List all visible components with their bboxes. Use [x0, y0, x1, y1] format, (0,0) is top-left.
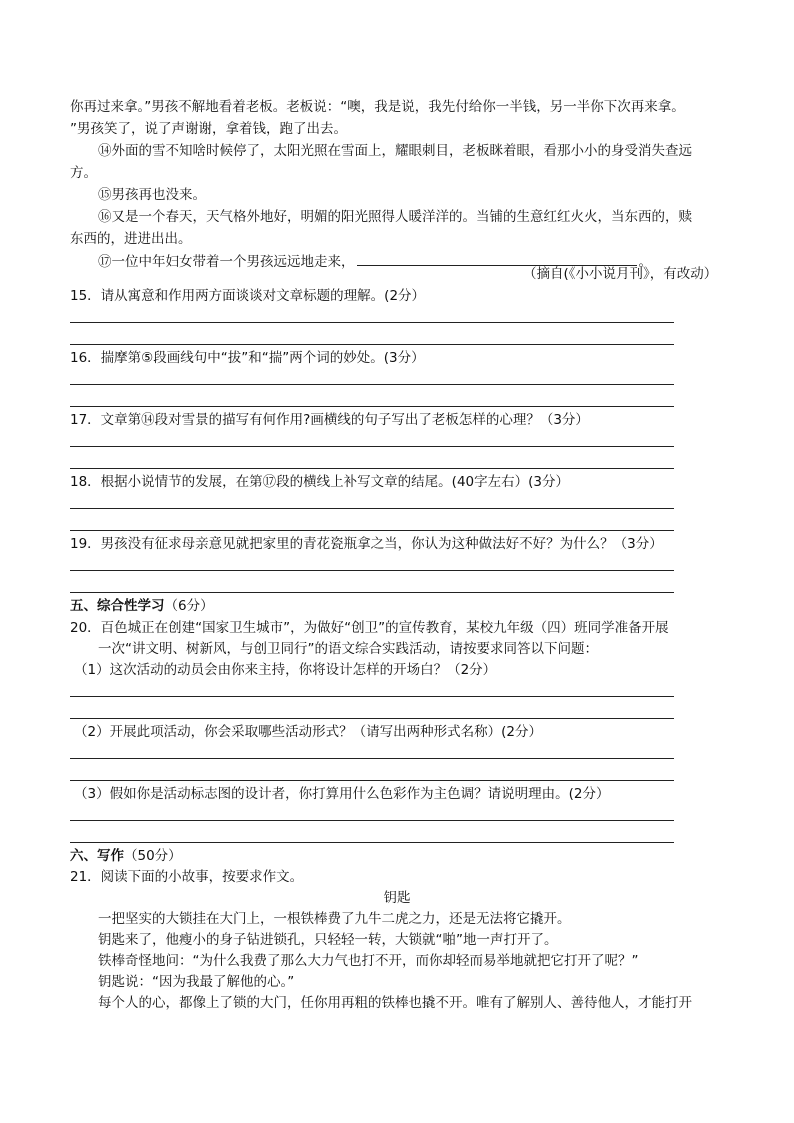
answer-line[interactable]	[70, 468, 674, 469]
story-line: 钥匙说：“因为我最了解他的心。”	[98, 974, 295, 990]
paragraph-17-text: ⑰一位中年妇女带着一个男孩远远地走来，	[98, 254, 355, 270]
section-5-heading	[70, 597, 214, 615]
story-paragraph-16-cont: 东西的，进进出出。	[70, 231, 192, 247]
story-title: 钥匙	[383, 890, 411, 906]
story-paragraph-15: ⑮男孩再也没来。	[98, 187, 206, 203]
answer-line[interactable]	[70, 780, 674, 781]
section-5-title: 五、综合性学习	[70, 598, 165, 614]
question-18: 18．根据小说情节的发展，在第⑰段的横线上补写文章的结尾。(40字左右）(3分）	[70, 474, 569, 490]
story-paragraph-14: ⑭外面的雪不知啥时候停了，太阳光照在雪面上，耀眼刺目，老板眯着眼，看那小小的身受消失查远	[98, 143, 692, 159]
question-16: 16．揣摩第⑤段画线句中“拔”和“揣”两个词的妙处。(3分）	[70, 350, 425, 366]
section-6-heading	[70, 847, 182, 865]
answer-line[interactable]	[70, 384, 674, 385]
paragraph-17-end: 。	[638, 254, 652, 270]
story-line: 每个人的心，都像上了锁的大门，任你用再粗的铁棒也撬不开。唯有了解别人、善待他人，才能打开	[98, 995, 692, 1011]
question-21: 21．阅读下面的小故事，按要求作文。	[70, 869, 304, 885]
section-5-score: （6分）	[164, 598, 214, 614]
answer-line[interactable]	[70, 344, 674, 345]
answer-line[interactable]	[70, 842, 674, 843]
question-15: 15．请从寓意和作用两方面谈谈对文章标题的理解。(2分）	[70, 288, 426, 304]
question-20-sub-1: （1）这次活动的动员会由你来主持，你将设计怎样的开场白？（2分）	[74, 662, 497, 678]
story-line: 一把坚实的大锁挂在大门上，一根铁棒费了九牛二虎之力，还是无法将它撬开。	[98, 911, 571, 927]
question-20-cont: 一次“讲文明、树新风，与创卫同行”的语文综合实践活动，请按要求同答以下问题：	[98, 641, 598, 657]
question-20: 20．百色城正在创建“国家卫生城市”，为做好“创卫”的宣传教育，某校九年级（四）班同学准备开展	[70, 620, 669, 636]
answer-line[interactable]	[70, 696, 674, 697]
source-citation: （摘自(《小小说月刊》，有改动）	[523, 266, 718, 282]
story-paragraph-16: ⑯又是一个春天，天气格外地好，明媚的阳光照得人暖洋洋的。当铺的生意红红火火，当东西的，赎	[98, 209, 692, 225]
answer-blank[interactable]	[357, 252, 637, 266]
story-line: 铁棒奇怪地问：“为什么我费了那么大力气也打不开，而你却轻而易举地就把它打开了呢？”	[98, 953, 639, 969]
answer-line[interactable]	[70, 592, 674, 593]
story-line: 钥匙来了，他瘦小的身子钻进锁孔，只轻轻一转，大锁就“啪”地一声打开了。	[98, 932, 558, 948]
section-6-score: （50分）	[124, 848, 182, 864]
story-paragraph-14-cont: 方。	[70, 165, 97, 181]
question-20-sub-3: （3）假如你是活动标志图的设计者，你打算用什么色彩作为主色调？请说明理由。(2分）	[74, 786, 610, 802]
story-paragraph-line: 你再过来拿。”男孩不解地看着老板。老板说：“噢，我是说，我先付给你一半钱，另一半你下次再来拿。	[70, 99, 685, 115]
question-19: 19．男孩没有征求母亲意见就把家里的青花瓷瓶拿之当，你认为这种做法好不好？为什么？（3分）	[70, 536, 663, 552]
answer-line[interactable]	[70, 758, 674, 759]
question-17: 17．文章第⑭段对雪景的描写有何作用?画横线的句子写出了老板怎样的心理？（3分）	[70, 412, 589, 428]
answer-line[interactable]	[70, 406, 674, 407]
answer-line[interactable]	[70, 508, 674, 509]
question-20-sub-2: （2）开展此项活动，你会采取哪些活动形式？（请写出两种形式名称）(2分）	[74, 724, 542, 740]
answer-line[interactable]	[70, 322, 674, 323]
answer-line[interactable]	[70, 820, 674, 821]
story-paragraph-line: ”男孩笑了，说了声谢谢，拿着钱，跑了出去。	[70, 121, 347, 137]
section-6-title: 六、写作	[70, 848, 124, 864]
answer-line[interactable]	[70, 570, 674, 571]
answer-line[interactable]	[70, 446, 674, 447]
answer-line[interactable]	[70, 718, 674, 719]
answer-line[interactable]	[70, 530, 674, 531]
